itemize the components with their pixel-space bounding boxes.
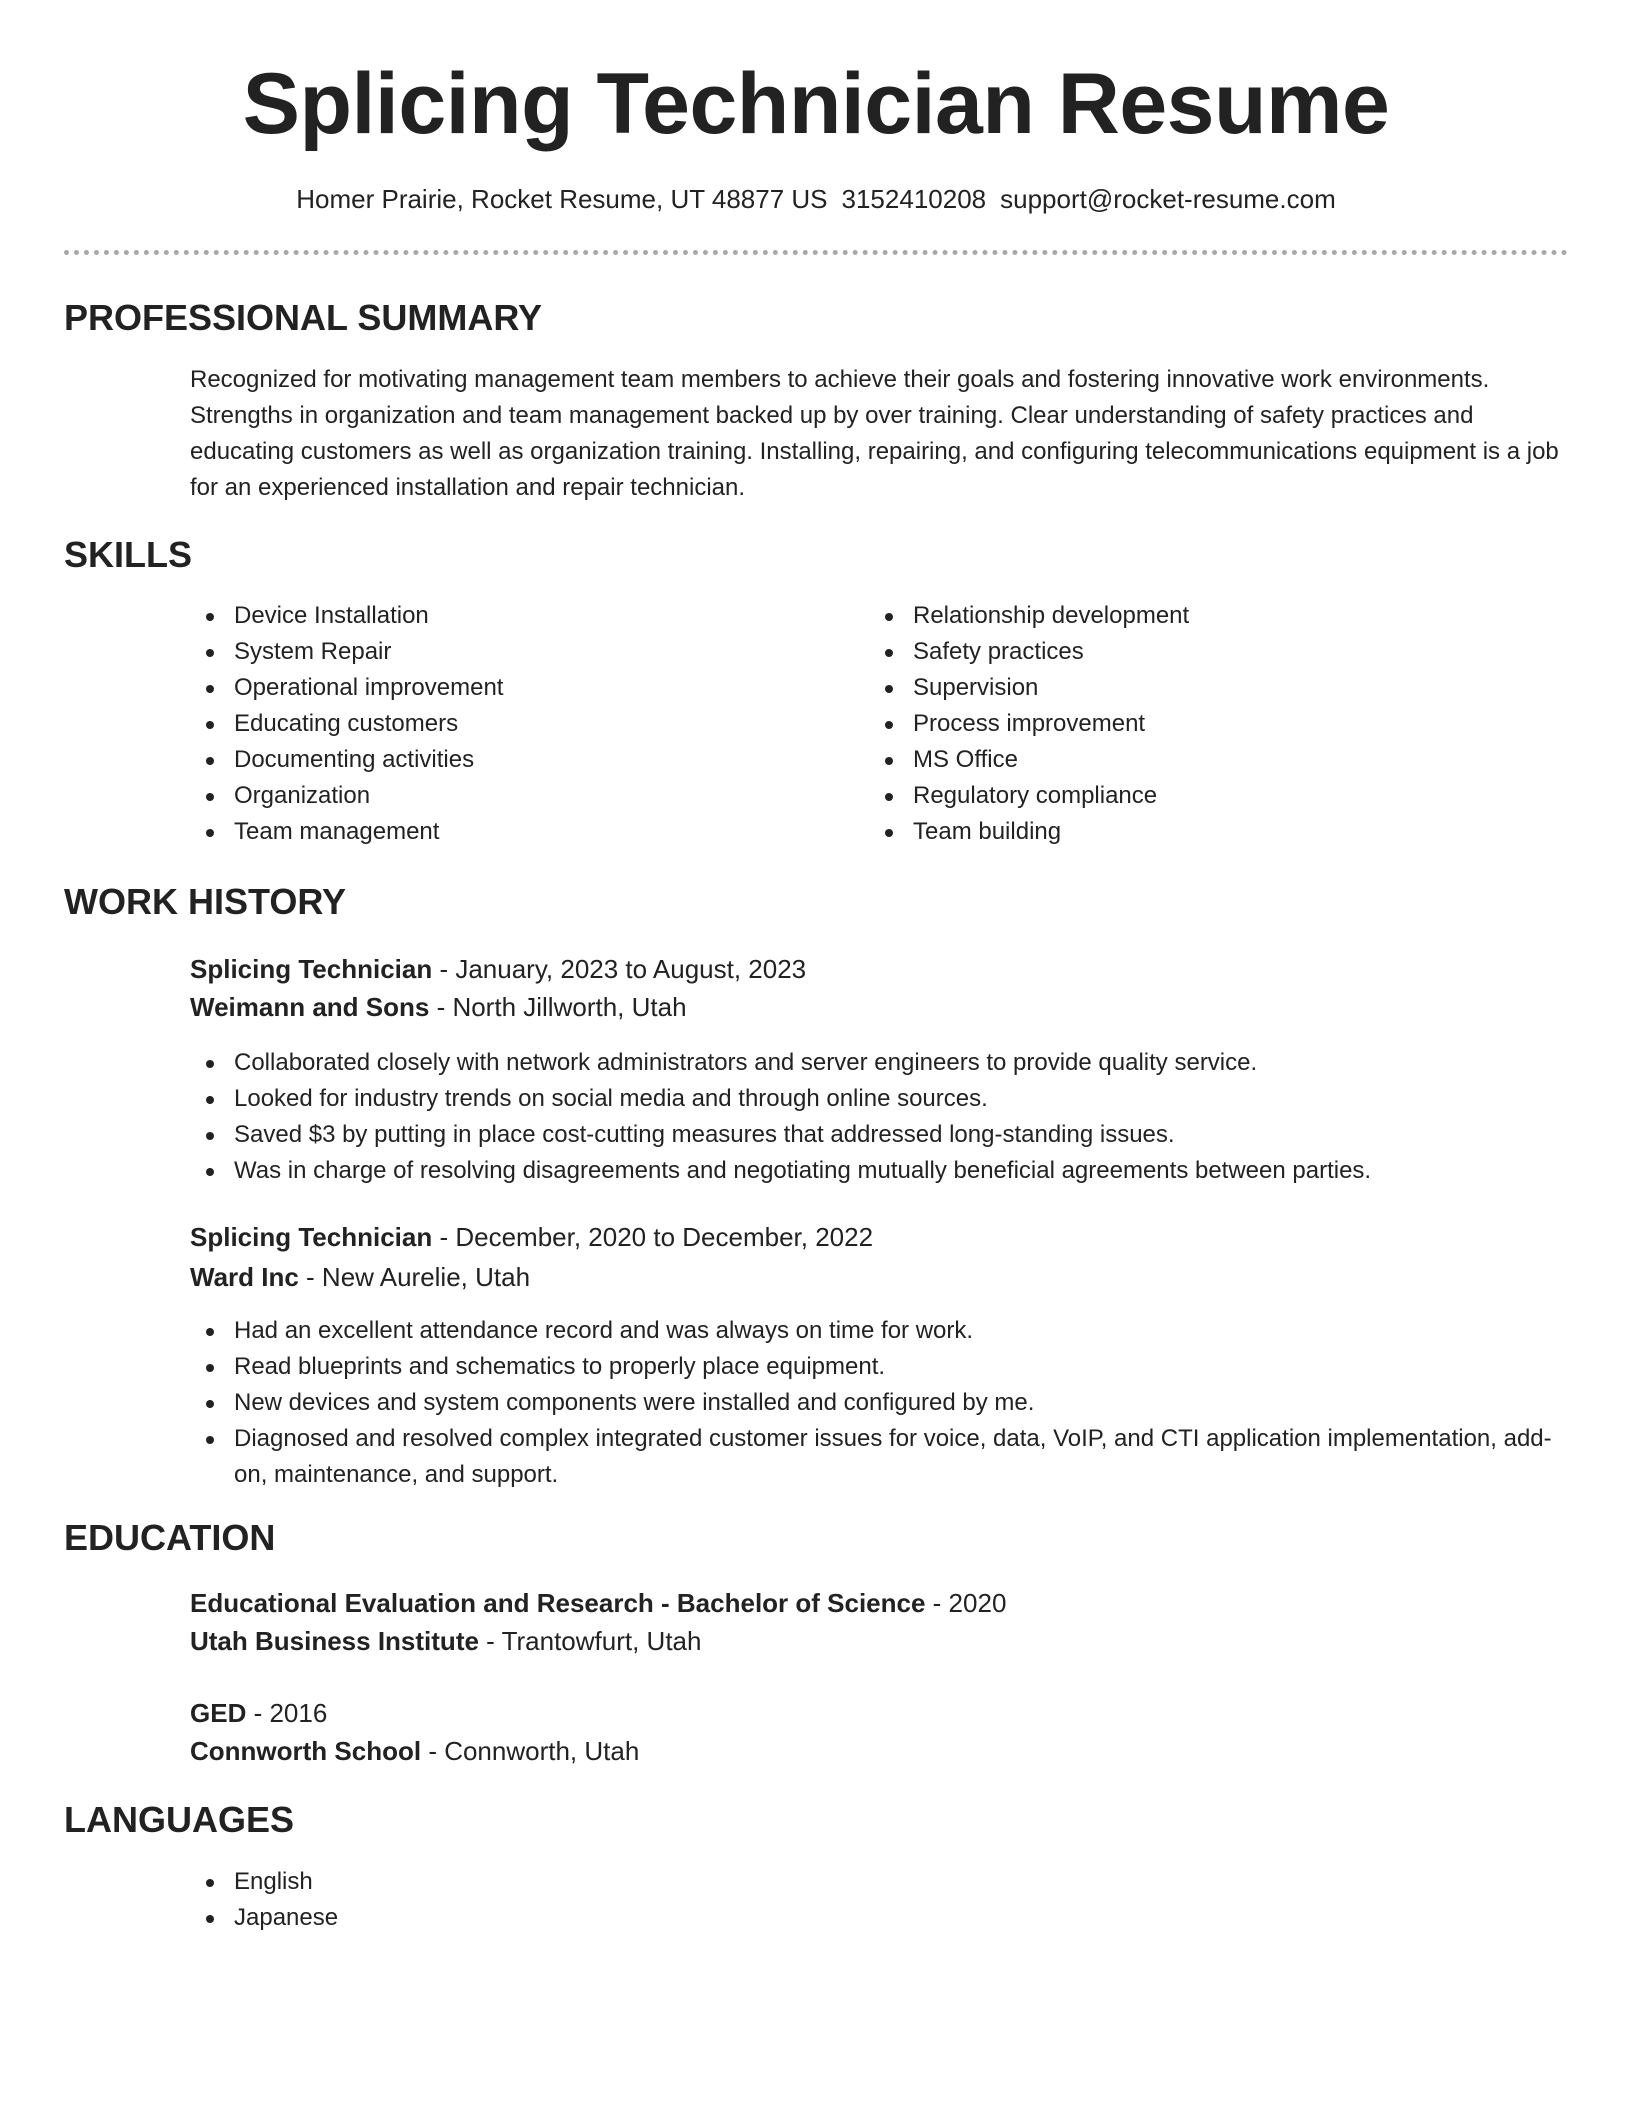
list-item: Process improvement xyxy=(869,706,1509,742)
list-item: MS Office xyxy=(869,742,1509,778)
list-item: Regulatory compliance xyxy=(869,778,1509,814)
languages-heading: LANGUAGES xyxy=(64,1799,295,1840)
job-company-line xyxy=(190,988,687,1026)
list-item: English xyxy=(190,1864,830,1900)
header-divider xyxy=(64,250,1568,255)
job-location: - North Jillworth, Utah xyxy=(429,992,687,1022)
degree-line xyxy=(190,1584,1006,1622)
school: Connworth School xyxy=(190,1736,422,1766)
list-item: Organization xyxy=(190,778,830,814)
school-line xyxy=(190,1622,701,1660)
list-item: Was in charge of resolving disagreements and negotiating mutually beneficial agreements between parties. xyxy=(190,1153,1568,1189)
resume-title: Splicing Technician Resume xyxy=(242,56,1390,152)
summary-text: Recognized for motivating management team members to achieve their goals and fostering innovative work environments. Strengths in organization and team management backed up by over training. Clear understanding of safety practices and educating customers as well as organization training. Installing, repairing, and configuring telecommunications equipment is a job for an experienced installation and repair technician. xyxy=(190,366,1559,501)
degree-line xyxy=(190,1694,327,1732)
list-item: Documenting activities xyxy=(190,742,830,778)
degree: GED xyxy=(190,1698,247,1728)
list-item: Relationship development xyxy=(869,598,1509,634)
skills-list-right xyxy=(869,598,1509,850)
phone: 3152410208 xyxy=(841,184,987,214)
job-company-line xyxy=(190,1258,530,1296)
skills-list-left xyxy=(190,598,830,850)
job-location: - New Aurelie, Utah xyxy=(298,1262,531,1292)
list-item: Diagnosed and resolved complex integrated customer issues for voice, data, VoIP, and CTI application implementation, add-on, maintenance, and support. xyxy=(190,1421,1568,1493)
job-title: Splicing Technician xyxy=(190,1222,433,1252)
address: Homer Prairie, Rocket Resume, UT 48877 US xyxy=(296,184,828,214)
email: support@rocket-resume.com xyxy=(1000,184,1336,214)
degree-year: - 2016 xyxy=(246,1698,328,1728)
work-history-heading: WORK HISTORY xyxy=(64,881,347,922)
school-location: - Trantowfurt, Utah xyxy=(478,1626,702,1656)
job-dates: - January, 2023 to August, 2023 xyxy=(432,954,807,984)
list-item: Team management xyxy=(190,814,830,850)
job-duties-list xyxy=(190,1045,1568,1189)
list-item: Educating customers xyxy=(190,706,830,742)
list-item: Saved $3 by putting in place cost-cutting measures that addressed long-standing issues. xyxy=(190,1117,1568,1153)
degree: Educational Evaluation and Research - Bachelor of Science xyxy=(190,1588,926,1618)
school: Utah Business Institute xyxy=(190,1626,479,1656)
list-item: Looked for industry trends on social media and through online sources. xyxy=(190,1081,1568,1117)
list-item: Supervision xyxy=(869,670,1509,706)
list-item: Read blueprints and schematics to properly place equipment. xyxy=(190,1349,1568,1385)
list-item: Had an excellent attendance record and was always on time for work. xyxy=(190,1313,1568,1349)
job-duties-list xyxy=(190,1313,1568,1493)
skills-heading: SKILLS xyxy=(64,534,193,575)
list-item: Japanese xyxy=(190,1900,830,1936)
job-dates: - December, 2020 to December, 2022 xyxy=(432,1222,874,1252)
job-title-line xyxy=(190,950,806,988)
school-location: - Connworth, Utah xyxy=(421,1736,640,1766)
education-heading: EDUCATION xyxy=(64,1517,276,1558)
job-title-line xyxy=(190,1218,873,1256)
list-item: Collaborated closely with network administrators and server engineers to provide quality service. xyxy=(190,1045,1568,1081)
list-item: System Repair xyxy=(190,634,830,670)
school-line xyxy=(190,1732,639,1770)
list-item: Device Installation xyxy=(190,598,830,634)
list-item: Team building xyxy=(869,814,1509,850)
summary-heading: PROFESSIONAL SUMMARY xyxy=(64,297,543,338)
list-item: Operational improvement xyxy=(190,670,830,706)
languages-list xyxy=(190,1864,830,1936)
degree-year: - 2020 xyxy=(925,1588,1007,1618)
contact-line xyxy=(0,182,1632,216)
list-item: New devices and system components were installed and configured by me. xyxy=(190,1385,1568,1421)
job-company: Weimann and Sons xyxy=(190,992,430,1022)
job-company: Ward Inc xyxy=(190,1262,299,1292)
list-item: Safety practices xyxy=(869,634,1509,670)
job-title: Splicing Technician xyxy=(190,954,433,984)
